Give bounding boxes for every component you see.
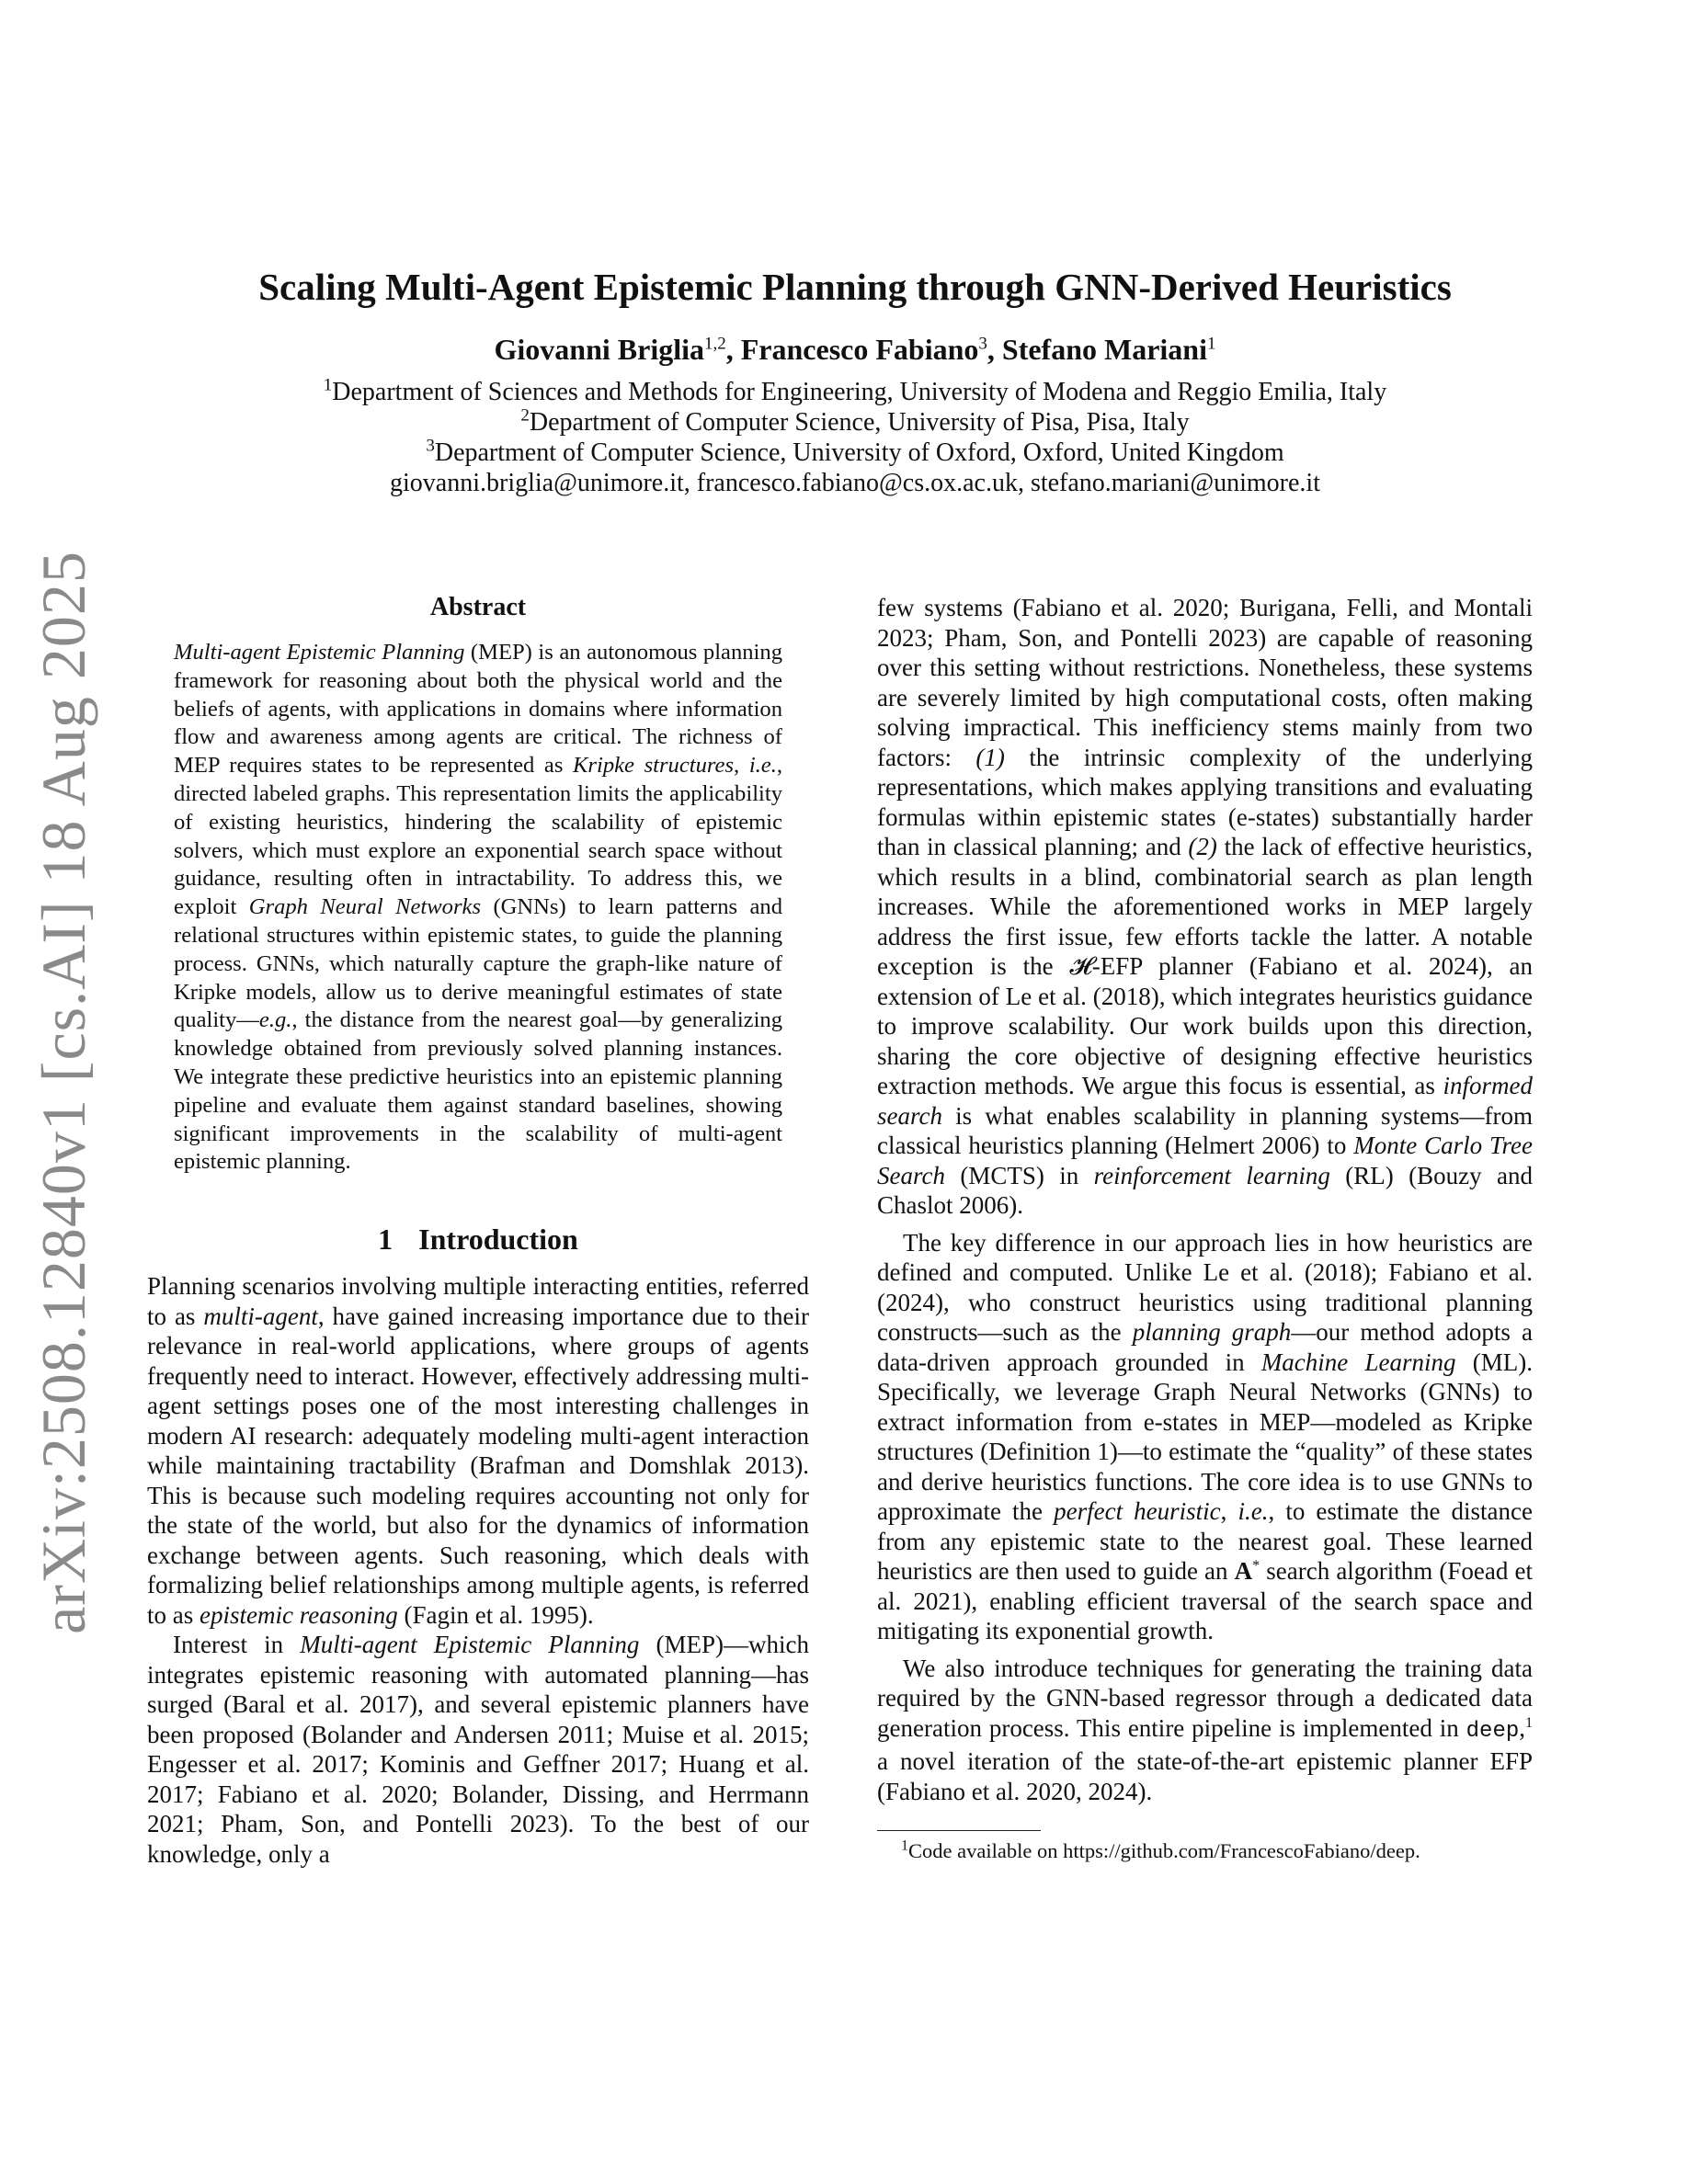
body-text: -EFP planner (Fabiano et al. 2024), an extension of Le et al. (2018), which integrates heuristics guidance to improve scalability. Our work builds upon this direction, sharing the core objective of designing effective heuristics extraction methods. We argue this focus is essential, as: [877, 952, 1534, 1099]
body-text: the intrinsic complexity of the underlying representations, which makes applying transitions and evaluating formulas within epistemic states (e-states) substantially harder than in classical planning; and: [877, 743, 1534, 860]
math-symbol: 𝓗: [1069, 952, 1092, 980]
section-title: Introduction: [418, 1223, 578, 1257]
body-text: We also introduce techniques for generating the training data required by the GNN-based regressor through a dedicated data generation process. This entire pipeline is implemented in: [877, 1654, 1533, 1742]
body-text: is what enables scalability in planning systems—from classical heuristics planning (Helmert 2006) to: [877, 1101, 1533, 1159]
affiliation: [147, 407, 1563, 438]
body-text: (ML). Specifically, we leverage Graph Neural Networks (GNNs) to extract information from e-states in MEP—modeled as Kripke structures (Definition 1)—to estimate the “quality” of these states and derive heuristics functions. The core idea is to use GNNs to approximate the: [877, 1348, 1534, 1525]
footnote-marker: 1: [1525, 1714, 1533, 1731]
intro-paragraph-1: [147, 1271, 809, 1630]
affiliation-list: [147, 377, 1563, 498]
code-text: deep: [1466, 1718, 1520, 1744]
emphasis-text: i.e.: [1237, 1497, 1269, 1525]
abstract-body: [174, 639, 782, 1177]
affiliation-marker: 2: [520, 405, 530, 426]
body-text: search algorithm (Foead et al. 2021), enabling efficient traversal of the search space and mitigating its exponential growth.: [877, 1557, 1533, 1644]
author-name: Francesco Fabiano: [740, 333, 979, 366]
body-text: (MEP)—which integrates epistemic reasoning with automated planning—has surged (Baral et al. 2017), and several epistemic planners have been proposed (Bolander and Andersen 2011; Muise et al. 2015; Engesser et al. 2017; Kominis and Geffner 2017; Huang et al. 2017; Fabiano et al. 2020; Bolander, Dissing, and Herrmann 2021; Pham, Son, and Pontelli 2023). To the best of our knowledge, only a: [147, 1631, 809, 1868]
body-text: the lack of effective heuristics, which results in a blind, combinatorial search as plan length increases. While the aforementioned works in MEP largely address the first issue, few efforts tackle the latter. A notable exception is the: [877, 833, 1533, 980]
affiliation-text: Department of Computer Science, University of Oxford, Oxford, United Kingdom: [434, 438, 1284, 467]
author-name: Stefano Mariani: [1001, 333, 1207, 366]
emphasis-text: planning graph: [1132, 1318, 1292, 1346]
affiliation-text: Department of Computer Science, University of Pisa, Pisa, Italy: [529, 408, 1190, 437]
emphasis-text: Machine Learning: [1260, 1348, 1456, 1376]
affiliation: [147, 438, 1563, 468]
footnote: [877, 1838, 1533, 1864]
author-list: [147, 329, 1563, 370]
left-column: [147, 593, 809, 1869]
author-separator: ,: [725, 333, 741, 366]
emphasis-text: (2): [1188, 833, 1217, 860]
intro-paragraph-3: [877, 1228, 1533, 1646]
body-text: , to estimate the distance from any epistemic state to the nearest goal. These learned heuristics are then used to guide an: [877, 1497, 1534, 1585]
footnote-divider: [877, 1830, 1041, 1831]
emphasis-text: Multi-agent Epistemic Planning: [300, 1631, 640, 1659]
body-text: (RL) (Bouzy and Chaslot 2006).: [877, 1161, 1534, 1219]
emphasis-text: informed search: [877, 1072, 1533, 1130]
intro-paragraph-2: [147, 1630, 809, 1869]
paper-header: [147, 259, 1563, 498]
abstract-text: (GNNs) to learn patterns and relational structures within epistemic states, to guide the planning process. GNNs, which naturally capture the graph-like nature of Kripke models, allow us to derive meaningful estimates of state quality—: [174, 894, 782, 1033]
emphasis-text: (1): [975, 743, 1005, 771]
abstract-term: Multi-agent Epistemic Planning: [174, 640, 465, 665]
paper-title: Scaling Multi-Agent Epistemic Planning through GNN-Derived Heuristics: [258, 266, 1452, 308]
abstract-term: Graph Neural Networks: [248, 894, 482, 920]
author-emails: giovanni.briglia@unimore.it, francesco.fabiano@cs.ox.ac.uk, stefano.mariani@unimore.it: [390, 469, 1320, 497]
author-name: Giovanni Briglia: [494, 333, 704, 366]
body-text: (MCTS) in: [944, 1161, 1094, 1189]
emphasis-text: reinforcement learning: [1093, 1161, 1330, 1189]
footnote-text: Code available on https://github.com/FrancescoFabiano/deep.: [908, 1839, 1420, 1862]
affiliation-marker: 3: [426, 436, 435, 456]
math-symbol: A: [1234, 1557, 1253, 1585]
abstract-term: i.e.: [748, 753, 777, 779]
math-superscript: *: [1252, 1558, 1260, 1574]
emphasis-text: multi-agent: [203, 1302, 318, 1330]
abstract-text: (MEP) is an autonomous planning framework for reasoning about both the physical world and the beliefs of agents, with applications in domains where information flow and awareness among agents are critical. The richness of MEP requires states to be represented as: [174, 640, 782, 779]
affiliation-marker: 1: [323, 375, 333, 395]
intro-paragraph-2-continued: [877, 593, 1533, 1221]
arxiv-stamp: arXiv:2508.12840v1 [cs.AI] 18 Aug 2025: [28, 550, 98, 1634]
body-text: Planning scenarios involving multiple interacting entities, referred to as: [147, 1272, 809, 1330]
author-affiliation-marker: 3: [978, 334, 987, 354]
body-text: , have gained increasing importance due to their relevance in real-world applications, where groups of agents frequently need to interact. However, effectively addressing multi-agent settings poses one of the most interesting challenges in modern AI research: adequately modeling multi-agent interaction while maintaining tractability (Brafman and Domshlak 2013). This is because such modeling requires accounting not only for the state of the world, but also for the dynamics of information exchange between agents. Such reasoning, which deals with formalizing belief relationships among multiple agents, is referred to as: [147, 1302, 809, 1629]
abstract-term: e.g.: [258, 1007, 292, 1033]
abstract-text: ,: [734, 753, 749, 779]
affiliation-text: Department of Sciences and Methods for Engineering, University of Modena and Reggio Emilia, Italy: [332, 378, 1387, 406]
section-number: 1: [378, 1223, 393, 1257]
affiliation: [147, 377, 1563, 407]
section-heading-introduction: [147, 1223, 809, 1257]
emphasis-text: Monte Carlo Tree Search: [877, 1132, 1533, 1189]
right-column: [877, 593, 1533, 1864]
body-text: a novel iteration of the state-of-the-art epistemic planner EFP (Fabiano et al. 2020, 2024).: [877, 1747, 1533, 1805]
arxiv-stamp-wrapper: [22, 550, 105, 1634]
intro-paragraph-4: [877, 1654, 1533, 1807]
body-text: ,: [1519, 1713, 1525, 1742]
body-text: —our method adopts a data-driven approach grounded in: [877, 1318, 1533, 1376]
author-separator: ,: [987, 333, 1002, 366]
body-text: few systems (Fabiano et al. 2020; Burigana, Felli, and Montali 2023; Pham, Son, and Pontelli 2023) are capable of reasoning over this setting without restrictions. Nonetheless, these systems are severely limited by high computational costs, often making solving impractical. This inefficiency stems mainly from two factors:: [877, 594, 1533, 771]
body-text: Interest in: [173, 1631, 301, 1659]
emphasis-text: perfect heuristic: [1054, 1497, 1221, 1525]
abstract-text: , directed labeled graphs. This representation limits the applicability of existing heuristics, hindering the scalability of epistemic solvers, which must explore an exponential search space without guidance, resulting often in intractability. To address this, we exploit: [174, 753, 783, 920]
author-affiliation-marker: 1,2: [704, 334, 726, 354]
body-text: The key difference in our approach lies in how heuristics are defined and computed. Unlike Le et al. (2018); Fabiano et al. (2024), who construct heuristics using traditional planning constructs—such as the: [877, 1228, 1533, 1346]
footnote-marker: 1: [901, 1837, 908, 1854]
abstract-text: , the distance from the nearest goal—by generalizing knowledge obtained from previously solved planning instances. We integrate these predictive heuristics into an epistemic planning pipeline and evaluate them against standard baselines, showing significant improvements in the scalability of multi-agent epistemic planning.: [174, 1007, 782, 1175]
author-affiliation-marker: 1: [1206, 334, 1216, 354]
abstract-heading: Abstract: [429, 593, 527, 621]
body-text: (Fagin et al. 1995).: [397, 1600, 594, 1629]
body-text: ,: [1220, 1497, 1238, 1525]
emphasis-text: epistemic reasoning: [200, 1600, 398, 1629]
abstract-term: Kripke structures: [573, 753, 735, 779]
